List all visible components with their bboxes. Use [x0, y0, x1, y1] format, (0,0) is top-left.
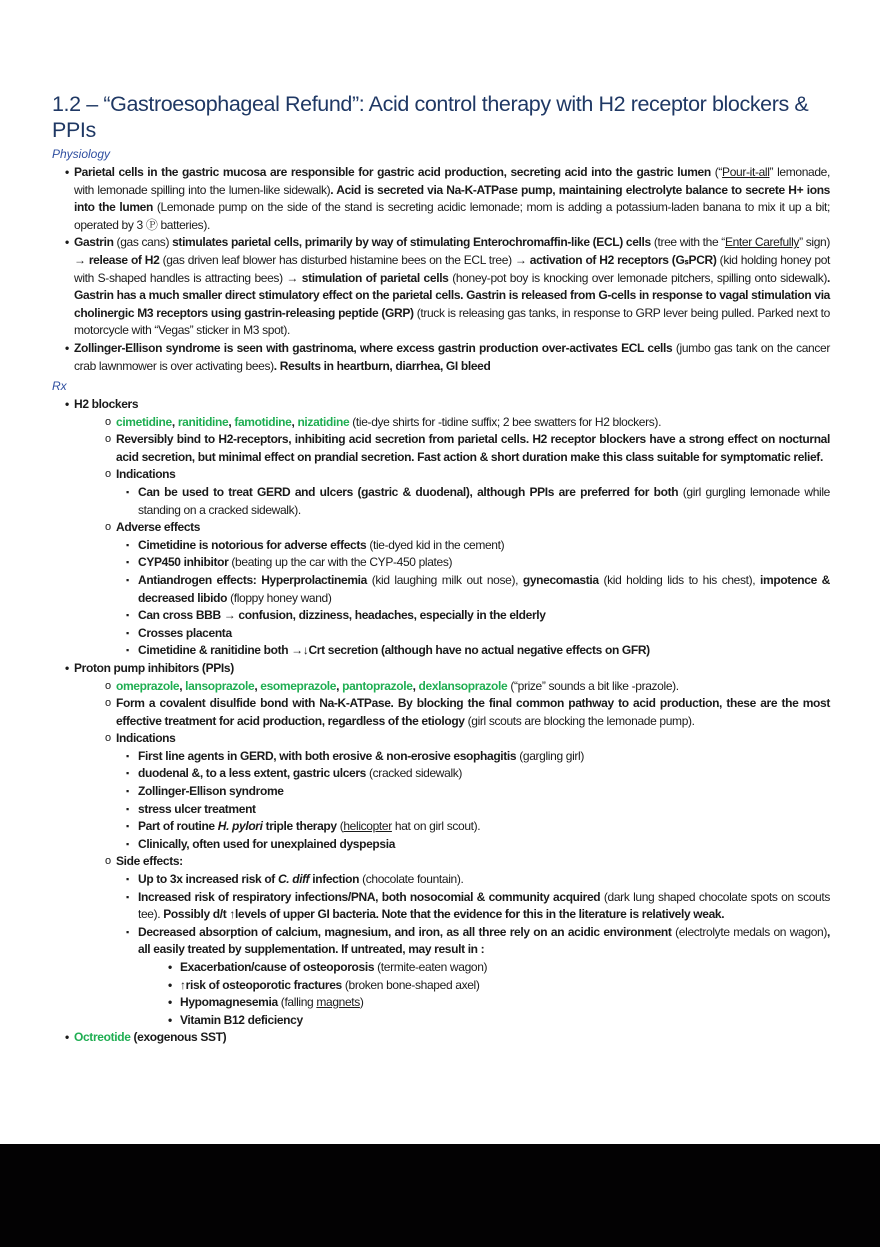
ppi-indication-item: ▪ stress ulcer treatment: [116, 801, 830, 819]
h2-drug-list: o cimetidine, ranitidine, famotidine, nizatidine (tie-dye shirts for -tidine suffix; 2 bee swatters for H2 blockers).: [74, 414, 830, 432]
ppi-indication-item: ▪ Part of routine H. pylori triple therapy (helicopter hat on girl scout).: [116, 818, 830, 836]
ppi-indications: o Indications ▪ First line agents in GERD, with both erosive & non-erosive esophagitis (gargling girl) ▪ duodenal &, to a less extent, gastric ulcers (cracked sidewalk) ▪ Zollinger-Ellison syndrome ▪ stress ulcer treatment ▪ Part of routine H. pylori triple therapy (helicopter hat on girl scout). ▪ Clinically, often used for unexplained dyspepsia: [74, 730, 830, 853]
consequence-item: • ↑risk of osteoporotic fractures (broken bone-shaped axel): [158, 977, 830, 995]
h2-mechanism: o Reversibly bind to H2-receptors, inhibiting acid secretion from parietal cells. H2 receptor blockers have a strong effect on nocturnal acid secretion, but minimal effect on prandial secretion. Fast action & short duration make this class suitable for symptomatic relief.: [74, 431, 830, 466]
consequence-item: • Exacerbation/cause of osteoporosis (termite-eaten wagon): [158, 959, 830, 977]
ppi-indication-item: ▪ First line agents in GERD, with both erosive & non-erosive esophagitis (gargling girl): [116, 748, 830, 766]
side-effect-item: ▪ Increased risk of respiratory infections/PNA, both nosocomial & community acquired (dark lung shaped chocolate spots on scouts tee). Possibly d/t ↑levels of upper GI bacteria. Note that the evidence for this in the literature is relatively weak.: [116, 889, 830, 924]
list-item-parietal-cells: • Parietal cells in the gastric mucosa are responsible for gastric acid production, secreting acid into the gastric lumen (“Pour-it-all” lemonade, with lemonade spilling into the lumen-like sidewalk). Acid is secreted via Na-K-ATPase pump, maintaining electrolyte balance to secrete H+ ions into the lumen (Lemonade pump on the side of the stand is secreting acidic lemonade; mom is adding a potassium-laden banana to mix it up a bit; operated by 3 Ⓟ batteries).: [52, 164, 830, 234]
consequence-item: • Hypomagnesemia (falling magnets): [158, 994, 830, 1012]
ppi-drug-list: o omeprazole, lansoprazole, esomeprazole, pantoprazole, dexlansoprazole (“prize” sounds a bit like -prazole).: [74, 678, 830, 696]
list-item-octreotide: • Octreotide (exogenous SST): [52, 1029, 830, 1047]
h2-adverse-effects: o Adverse effects ▪ Cimetidine is notorious for adverse effects (tie-dyed kid in the cement) ▪ CYP450 inhibitor (beating up the car with the CYP-450 plates) ▪ Antiandrogen effects: Hyperprolactinemia (kid laughing milk out nose), gynecomastia (kid holding lids to his chest), impotence & decreased libido (floppy honey wand) ▪ Can cross BBB → confusion, dizziness, headaches, especially in the elderly ▪ Crosses placenta ▪ Cimetidine & ranitidine both →↓Crt secretion (although have no actual negative effects on GFR): [74, 519, 830, 660]
ppi-indication-item: ▪ duodenal &, to a less extent, gastric ulcers (cracked sidewalk): [116, 765, 830, 783]
rx-section: [52, 396, 830, 1047]
adverse-item: ▪ Cimetidine & ranitidine both →↓Crt secretion (although have no actual negative effects on GFR): [116, 642, 830, 660]
bottom-black-bar: [0, 1144, 880, 1247]
physiology-section: [52, 164, 830, 375]
ppi-indication-item: ▪ Zollinger-Ellison syndrome: [116, 783, 830, 801]
adverse-item: ▪ CYP450 inhibitor (beating up the car with the CYP-450 plates): [116, 554, 830, 572]
adverse-item: ▪ Can cross BBB → confusion, dizziness, headaches, especially in the elderly: [116, 607, 830, 625]
consequence-item: • Vitamin B12 deficiency: [158, 1012, 830, 1030]
section-label-rx: Rx: [52, 379, 67, 393]
adverse-item: ▪ Antiandrogen effects: Hyperprolactinemia (kid laughing milk out nose), gynecomastia (kid holding lids to his chest), impotence & decreased libido (floppy honey wand): [116, 572, 830, 607]
h2-indication-item: ▪ Can be used to treat GERD and ulcers (gastric & duodenal), although PPIs are preferred for both (girl gurgling lemonade while standing on a cracked sidewalk).: [116, 484, 830, 519]
side-effect-item: ▪ Up to 3x increased risk of C. diff infection (chocolate fountain).: [116, 871, 830, 889]
list-item-gastrin: • Gastrin (gas cans) stimulates parietal cells, primarily by way of stimulating Enterochromaffin-like (ECL) cells (tree with the “Enter Carefully” sign) → release of H2 (gas driven leaf blower has disturbed histamine bees on the ECL tree) → activation of H2 receptors (GₛPCR) (kid holding honey pot with S-shaped handles is attracting bees) → stimulation of parietal cells (honey-pot boy is knocking over lemonade pitchers, spilling onto sidewalk). Gastrin has a much smaller direct stimulatory effect on the parietal cells. Gastrin is released from G-cells in response to vagal stimulation via cholinergic M3 receptors using gastrin-releasing peptide (GRP) (truck is releasing gas tanks, in response to GRP lever being pulled. Parked next to motorcycle with “Vegas” sticker in M3 spot).: [52, 234, 830, 340]
adverse-item: ▪ Cimetidine is notorious for adverse effects (tie-dyed kid in the cement): [116, 537, 830, 555]
list-item-zollinger-ellison: • Zollinger-Ellison syndrome is seen with gastrinoma, where excess gastrin production over-activates ECL cells (jumbo gas tank on the cancer crab lawnmower is over activating bees). Results in heartburn, diarrhea, GI bleed: [52, 340, 830, 375]
h2-indications: o Indications ▪ Can be used to treat GERD and ulcers (gastric & duodenal), although PPIs are preferred for both (girl gurgling lemonade while standing on a cracked sidewalk).: [74, 466, 830, 519]
section-label-physiology: Physiology: [52, 147, 111, 161]
ppi-side-effects: o Side effects: ▪ Up to 3x increased risk of C. diff infection (chocolate fountain). ▪ Increased risk of respiratory infections/PNA, both nosocomial & community acquired (dark lung shaped chocolate spots on scouts tee). Possibly d/t ↑levels of upper GI bacteria. Note that the evidence for this in the literature is relatively weak. ▪ Decreased absorption of calcium, magnesium, and iron, as all three rely on an acidic environment (electrolyte medals on wagon), all easily treated by supplementation. If untreated, may result in : • Exacerbation/cause of osteoporosis (termite-eaten wagon) • ↑risk of osteoporotic fractures (broken bone-shaped axel) • Hypomagnesemia (falling magnets) • Vitamin B12 deficiency: [74, 853, 830, 1029]
ppi-mechanism: o Form a covalent disulfide bond with Na-K-ATPase. By blocking the final common pathway to acid production, these are the most effective treatment for acid production, regardless of the etiology (girl scouts are blocking the lemonade pump).: [74, 695, 830, 730]
page-title: 1.2 – “Gastroesophageal Refund”: Acid control therapy with H2 receptor blockers & PPIs: [52, 92, 809, 142]
side-effect-item: ▪ Decreased absorption of calcium, magnesium, and iron, as all three rely on an acidic environment (electrolyte medals on wagon), all easily treated by supplementation. If untreated, may result in : • Exacerbation/cause of osteoporosis (termite-eaten wagon) • ↑risk of osteoporotic fractures (broken bone-shaped axel) • Hypomagnesemia (falling magnets) • Vitamin B12 deficiency: [116, 924, 830, 1030]
list-item-ppis: • Proton pump inhibitors (PPIs) o omeprazole, lansoprazole, esomeprazole, pantoprazole, dexlansoprazole (“prize” sounds a bit like -prazole). o Form a covalent disulfide bond with Na-K-ATPase. By blocking the final common pathway to acid production, these are the most effective treatment for acid production, regardless of the etiology (girl scouts are blocking the lemonade pump). o Indications ▪ First line agents in GERD, with both erosive & non-erosive esophagitis (gargling girl) ▪ duodenal &, to a less extent, gastric ulcers (cracked sidewalk) ▪ Zollinger-Ellison syndrome ▪ stress ulcer treatment ▪ Part of routine H. pylori triple therapy (helicopter hat on girl scout). ▪ Clinically, often used for unexplained dyspepsia o Side effects: ▪ Up to 3x increased risk of C. diff infection (chocolate fountain). ▪ Increased risk of respiratory infections/PNA, both nosocomial & community acquired (dark lung shaped chocolate spots on scouts tee). Possibly d/t ↑levels of upper GI bacteria. Note that the evidence for this in the literature is relatively weak. ▪ Decreased absorption of calcium, magnesium, and iron, as all three rely on an acidic environment (electrolyte medals on wagon), all easily treated by supplementation. If untreated, may result in : • Exacerbation/cause of osteoporosis (termite-eaten wagon) • ↑risk of osteoporotic fractures (broken bone-shaped axel) • Hypomagnesemia (falling magnets) • Vitamin B12 deficiency: [52, 660, 830, 1029]
adverse-item: ▪ Crosses placenta: [116, 625, 830, 643]
list-item-h2-blockers: • H2 blockers o cimetidine, ranitidine, famotidine, nizatidine (tie-dye shirts for -tidine suffix; 2 bee swatters for H2 blockers). o Reversibly bind to H2-receptors, inhibiting acid secretion from parietal cells. H2 receptor blockers have a strong effect on nocturnal acid secretion, but minimal effect on prandial secretion. Fast action & short duration make this class suitable for symptomatic relief. o Indications ▪ Can be used to treat GERD and ulcers (gastric & duodenal), although PPIs are preferred for both (girl gurgling lemonade while standing on a cracked sidewalk). o Adverse effects ▪ Cimetidine is notorious for adverse effects (tie-dyed kid in the cement) ▪ CYP450 inhibitor (beating up the car with the CYP-450 plates) ▪ Antiandrogen effects: Hyperprolactinemia (kid laughing milk out nose), gynecomastia (kid holding lids to his chest), impotence & decreased libido (floppy honey wand) ▪ Can cross BBB → confusion, dizziness, headaches, especially in the elderly ▪ Crosses placenta ▪ Cimetidine & ranitidine both →↓Crt secretion (although have no actual negative effects on GFR): [52, 396, 830, 660]
ppi-indication-item: ▪ Clinically, often used for unexplained dyspepsia: [116, 836, 830, 854]
